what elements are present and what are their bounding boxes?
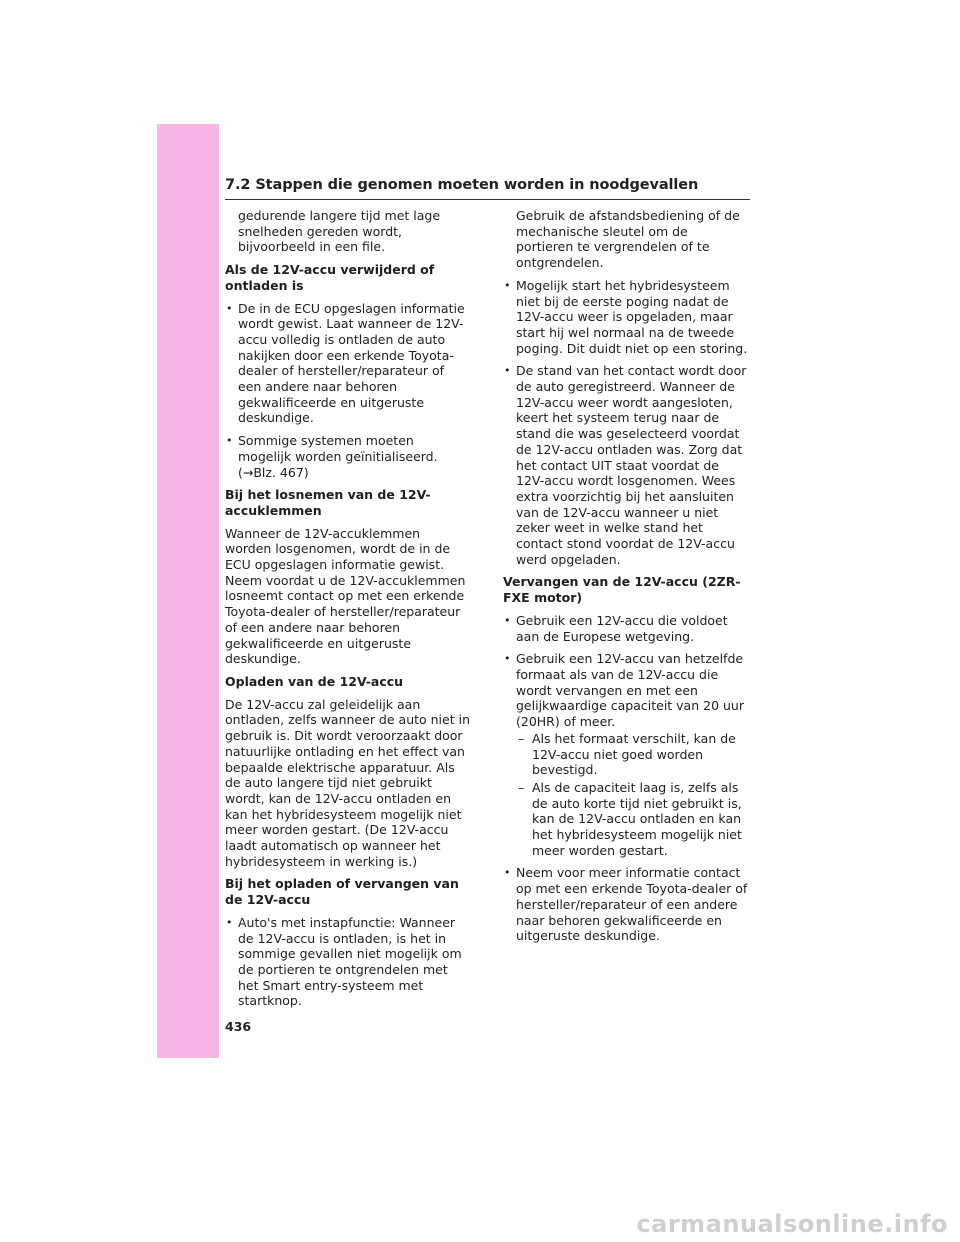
accu-removed-list	[225, 301, 470, 481]
heading-charging: Opladen van de 12V-accu	[225, 673, 404, 689]
section-tab	[157, 124, 219, 1058]
page-number: 436	[225, 1019, 252, 1034]
list-item: • Auto's met instapfunctie: Wanneer de 12V-accu is ontladen, is het in sommige gevallen niet mogelijk om de portieren te ontgrendelen met het Smart entry-systeem met startknop.	[225, 915, 470, 1009]
paragraph-charging: De 12V-accu zal geleidelijk aan ontladen, zelfs wanneer de auto niet in gebruik is. Dit wordt veroorzaakt door natuurlijke ontlading en het effect van bepaalde elektrische apparatuur. Als de auto langere tijd niet gebruikt wordt, kan de 12V-accu ontladen en kan het hybridesysteem mogelijk niet meer worden gestart. (De 12V-accu laadt automatisch op wanneer het hybridesysteem in werking is.)	[225, 696, 470, 869]
bullet-continuation: Gebruik de afstandsbediening of de mechanische sleutel om de portieren te vergrendelen of te ontgrendelen.	[516, 208, 740, 271]
heading-replace-accu: Vervangen van de 12V-accu (2ZR-FXE motor)	[503, 574, 741, 606]
chapter-header: 7.2 Stappen die genomen moeten worden in noodgevallen	[225, 177, 699, 193]
charge-or-replace-list	[225, 915, 470, 1009]
list-item	[503, 651, 748, 858]
heading-disconnect-terminals: Bij het losnemen van de 12V-accuklemmen	[225, 487, 431, 518]
right-column	[503, 208, 748, 951]
list-item: • De in de ECU opgeslagen informatie wordt gewist. Laat wanneer de 12V-accu volledig is ontladen de auto nakijken door een erkende Toyota-dealer of hersteller/reparateur of een andere naar behoren gekwalificeerde en uitgeruste deskundige.	[225, 301, 470, 427]
sub-list-item: – Als het formaat verschilt, kan de 12V-accu niet goed worden bevestigd.	[516, 731, 748, 778]
intro-continuation: gedurende langere tijd met lage snelheden gereden wordt, bijvoorbeeld in een file.	[238, 208, 441, 255]
header-divider	[225, 199, 750, 200]
heading-charge-or-replace: Bij het opladen of vervangen van de 12V-accu	[225, 876, 459, 908]
list-item: • Neem voor meer informatie contact op met een erkende Toyota-dealer of hersteller/reparateur of een andere naar behoren gekwalificeerde en uitgeruste deskundige.	[503, 865, 748, 944]
list-item: • Mogelijk start het hybridesysteem niet bij de eerste poging nadat de 12V-accu weer is opgeladen, maar start hij wel normaal na de tweede poging. Dit duidt niet op een storing.	[503, 278, 748, 357]
left-column	[225, 208, 470, 1016]
sub-list-item: – Als de capaciteit laag is, zelfs als de auto korte tijd niet gebruikt is, kan de 12V-accu ontladen en kan het hybridesysteem mogelijk niet meer worden gestart.	[516, 780, 748, 859]
list-item: • Sommige systemen moeten mogelijk worden geïnitialiseerd. (→Blz. 467)	[225, 433, 470, 480]
list-item: • De stand van het contact wordt door de auto geregistreerd. Wanneer de 12V-accu weer wordt aangesloten, keert het systeem terug naar de stand die was geselecteerd voordat de 12V-accu ontladen was. Zorg dat het contact UIT staat voordat de 12V-accu wordt losgenomen. Wees extra voorzichtig bij het aansluiten van de 12V-accu wanneer u niet zeker weet in welke stand het contact stond voordat de 12V-accu werd opgeladen.	[503, 363, 748, 567]
list-item-text: Gebruik een 12V-accu van hetzelfde formaat als van de 12V-accu die wordt vervangen en met een gelijkwaardige capaciteit van 20 uur (20HR) of meer.	[516, 651, 744, 730]
paragraph-disconnect-terminals: Wanneer de 12V-accuklemmen worden losgenomen, wordt de in de ECU opgeslagen informatie gewist. Neem voordat u de 12V-accuklemmen losneemt contact op met een erkende Toyota-dealer of hersteller/reparateur of een andere naar behoren gekwalificeerde en uitgeruste deskundige.	[225, 525, 466, 667]
watermark: carmanualsonline.info	[636, 1210, 948, 1238]
list-item: • Gebruik een 12V-accu die voldoet aan de Europese wetgeving.	[503, 613, 748, 644]
sub-list	[516, 731, 748, 859]
charge-notes-list	[503, 278, 748, 568]
heading-accu-removed: Als de 12V-accu verwijderd of ontladen is	[225, 262, 435, 293]
replace-accu-list	[503, 613, 748, 944]
